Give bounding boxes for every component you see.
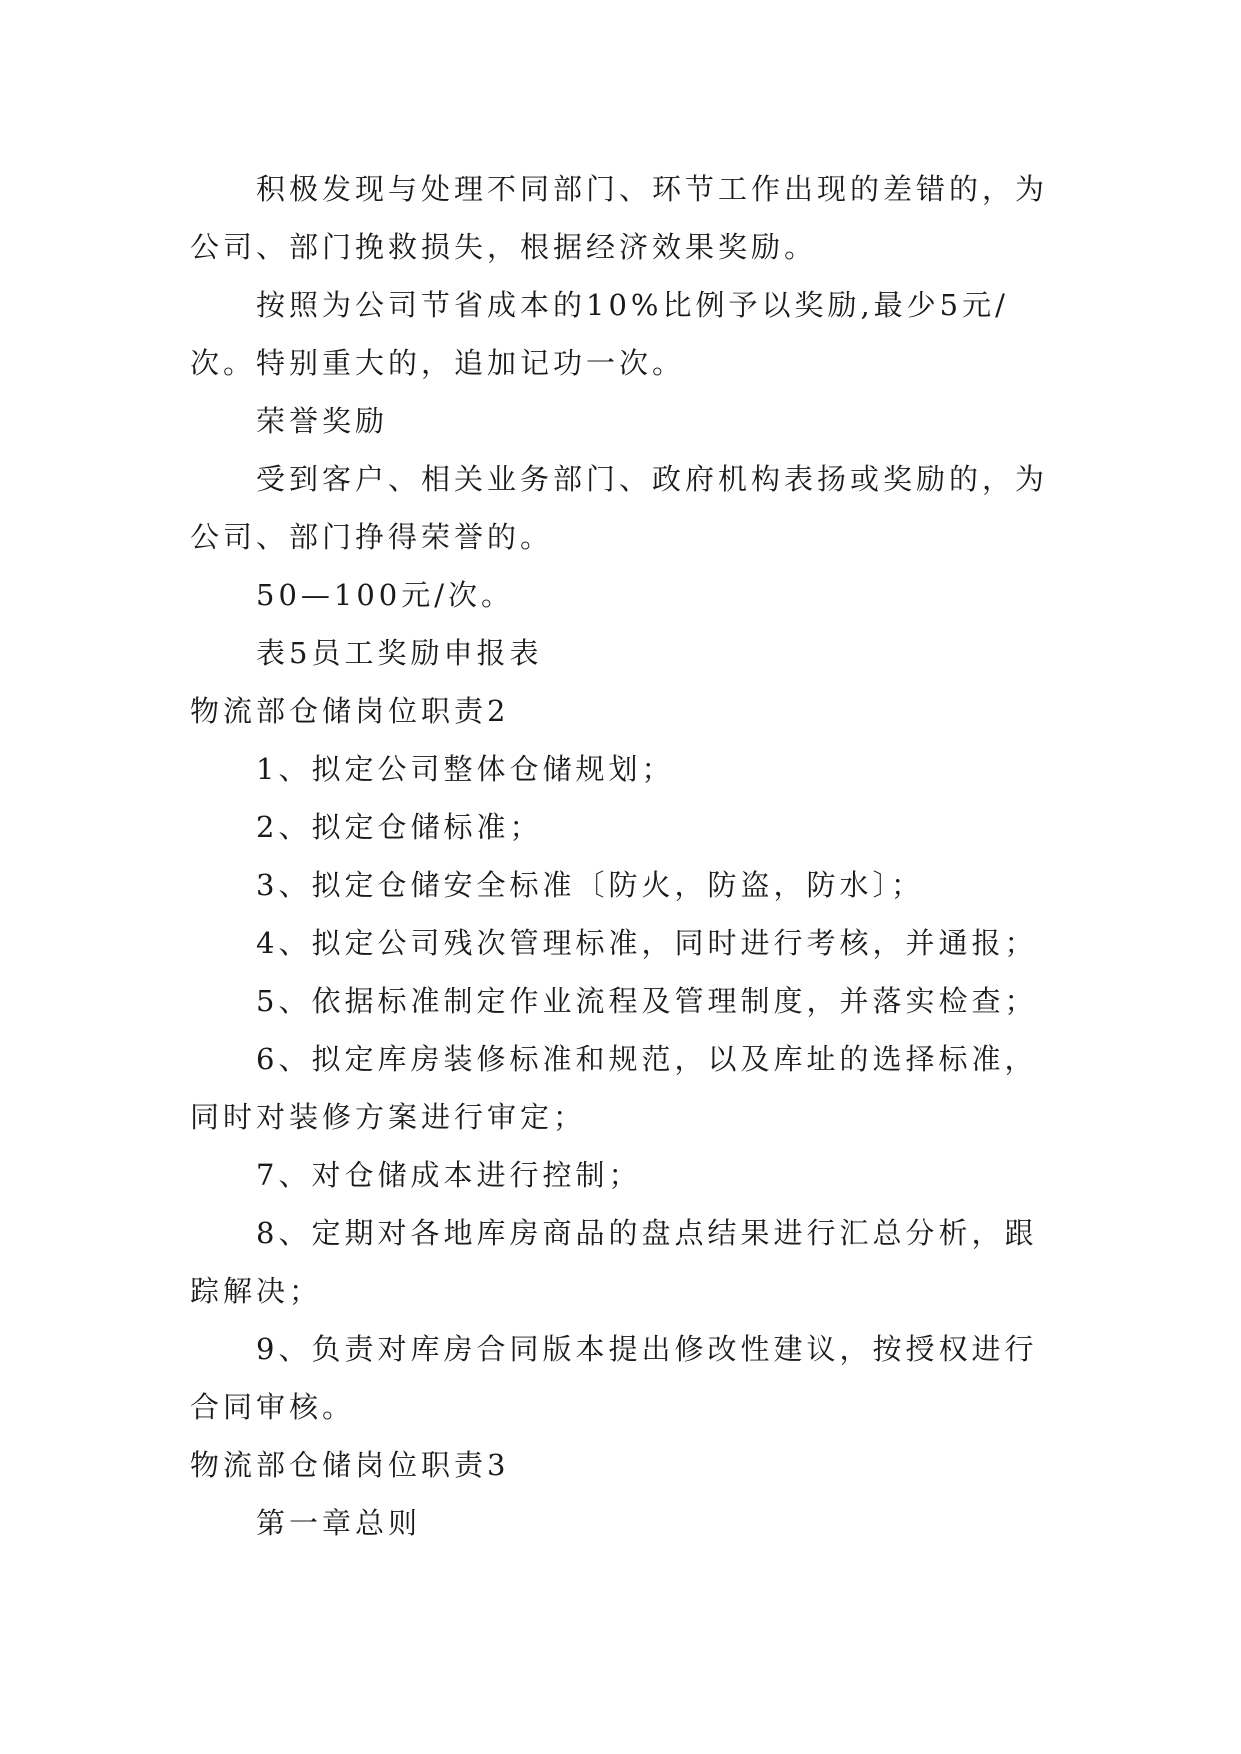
list-item: 8、定期对各地库房商品的盘点结果进行汇总分析，跟踪解决； [190, 1216, 1038, 1308]
list-item: 3、拟定仓储安全标准〔防火，防盗，防水〕； [256, 868, 924, 902]
list-item: 5、依据标准制定作业流程及管理制度，并落实检查； [256, 984, 1038, 1018]
paragraph-honor-condition: 受到客户、相关业务部门、政府机构表扬或奖励的，为公司、部门挣得荣誉的。 [190, 462, 1049, 554]
table-caption: 表5员工奖励申报表 [256, 636, 543, 670]
list-item: 1、拟定公司整体仓储规划； [256, 752, 675, 786]
paragraph-honor-amount: 50—100元/次。 [256, 578, 515, 612]
section-heading-3: 物流部仓储岗位职责3 [190, 1448, 510, 1482]
document-body [190, 160, 1050, 1552]
section-heading-2: 物流部仓储岗位职责2 [190, 694, 510, 728]
list-item: 7、对仓储成本进行控制； [256, 1158, 642, 1192]
list-item: 6、拟定库房装修标准和规范，以及库址的选择标准，同时对装修方案进行审定； [190, 1042, 1038, 1134]
subheading-honor-reward: 荣誉奖励 [256, 404, 389, 438]
paragraph-cost-saving-reward: 按照为公司节省成本的10%比例予以奖励,最少5元/次。特别重大的，追加记功一次。 [190, 288, 1009, 380]
list-item: 2、拟定仓储标准； [256, 810, 543, 844]
list-item: 9、负责对库房合同版本提出修改性建议，按授权进行合同审核。 [190, 1332, 1038, 1424]
chapter-title: 第一章总则 [256, 1506, 422, 1540]
list-item: 4、拟定公司残次管理标准，同时进行考核，并通报； [256, 926, 1038, 960]
paragraph-error-reward: 积极发现与处理不同部门、环节工作出现的差错的，为公司、部门挽救损失，根据经济效果奖励。 [190, 172, 1049, 264]
